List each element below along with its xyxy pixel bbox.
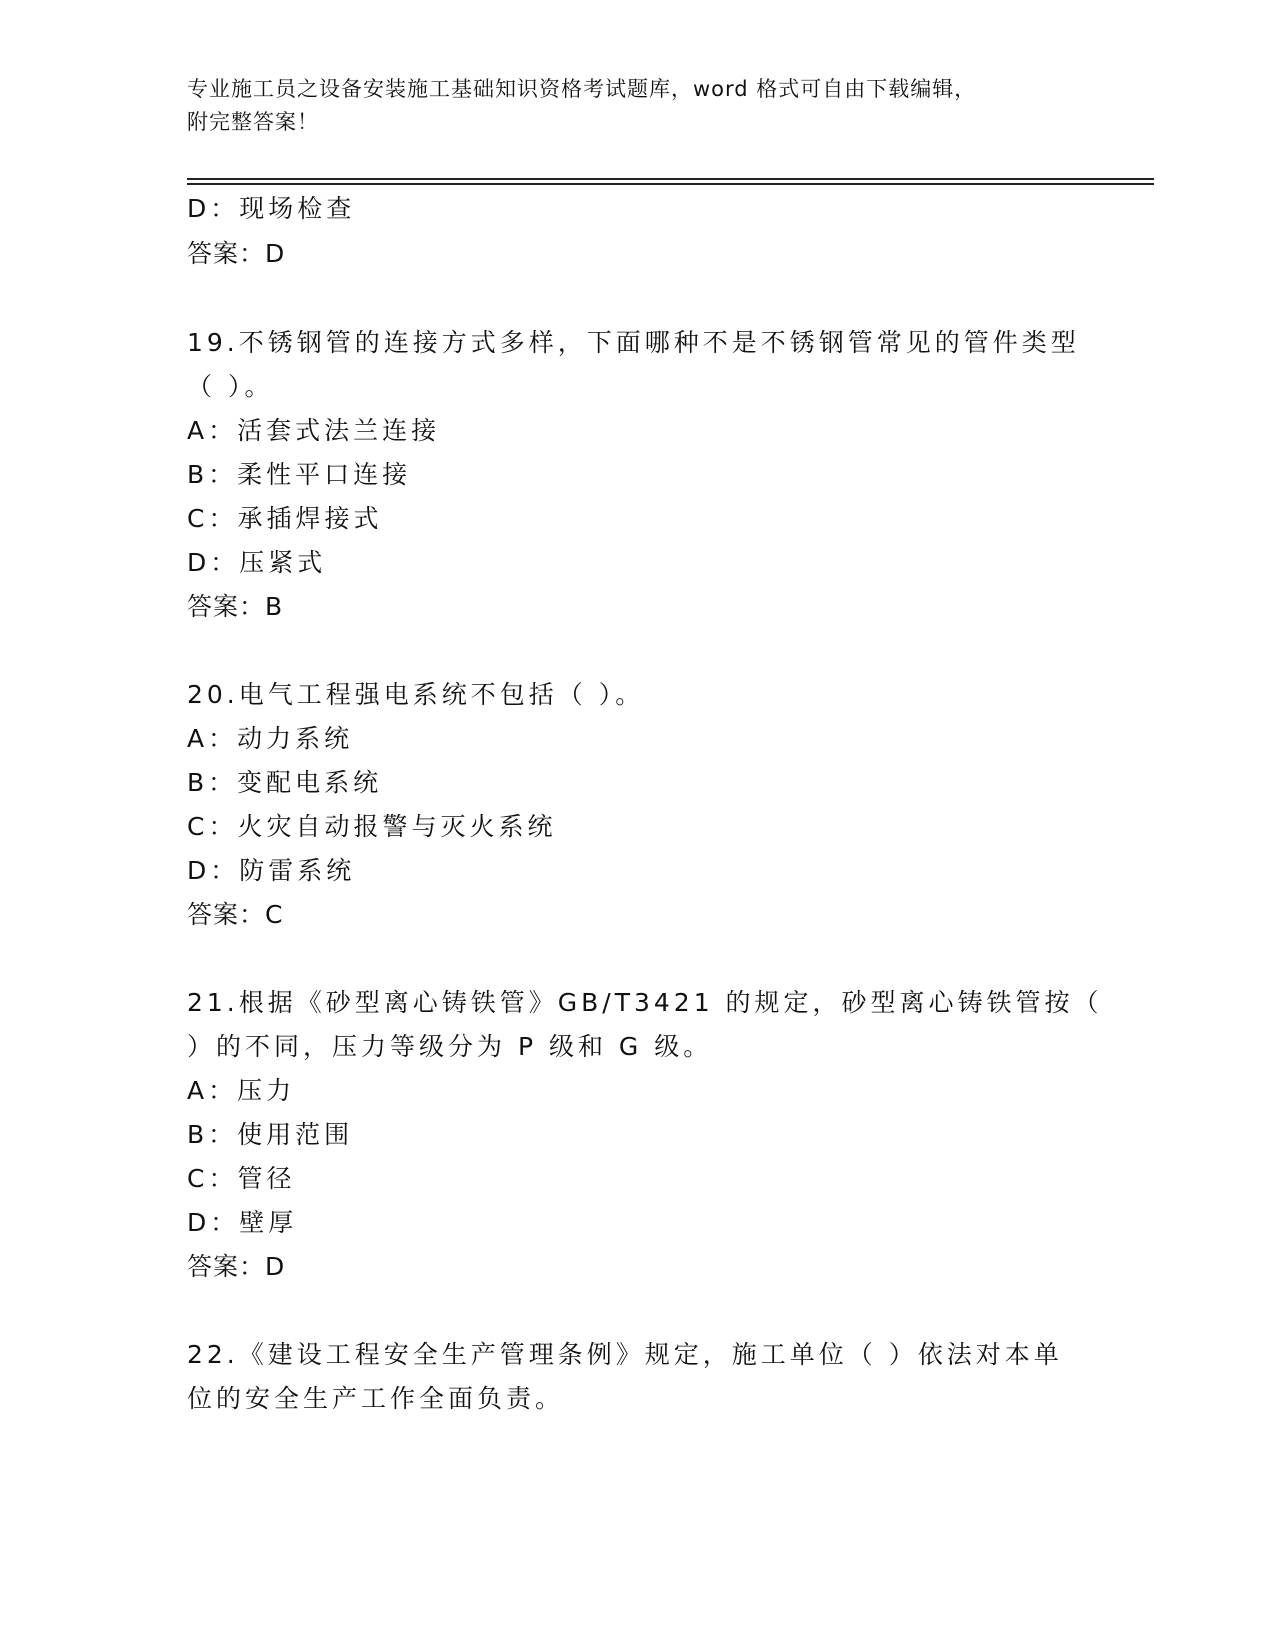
q20-option-c: C：火灾自动报警与灭火系统 [187, 812, 557, 841]
q20-stem-line-1: 20.电气工程强电系统不包括（ ）。 [187, 680, 645, 709]
q19-option-b: B：柔性平口连接 [187, 460, 412, 489]
q19-option-c: C：承插焊接式 [187, 504, 383, 533]
q19-answer: 答案：B [187, 592, 284, 621]
header-line-1: 专业施工员之设备安装施工基础知识资格考试题库，word 格式可自由下载编辑， [187, 77, 977, 101]
q19-option-a: A：活套式法兰连接 [187, 416, 441, 445]
q21-stem-line-1: 21.根据《砂型离心铸铁管》GB/T3421 的规定，砂型离心铸铁管按（ [187, 988, 1103, 1017]
q21-answer: 答案：D [187, 1252, 286, 1281]
header-line-2: 附完整答案！ [187, 110, 319, 134]
q20-answer: 答案：C [187, 900, 284, 929]
q20-option-d: D：防雷系统 [187, 856, 356, 885]
q22-stem-line-2: 位的安全生产工作全面负责。 [187, 1384, 565, 1413]
q19-option-d: D：压紧式 [187, 548, 327, 577]
q21-option-b: B：使用范围 [187, 1120, 354, 1149]
header-rule-bottom [187, 183, 1154, 185]
header-rule-top [187, 178, 1154, 180]
q21-stem-line-2: ）的不同，压力等级分为 P 级和 G 级。 [187, 1032, 713, 1061]
q20-option-b: B：变配电系统 [187, 768, 383, 797]
q20-option-a: A：动力系统 [187, 724, 354, 753]
q19-stem-line-2: （ ）。 [187, 372, 274, 401]
prev-option-d: D：现场检查 [187, 194, 356, 223]
q21-option-a: A：压力 [187, 1076, 296, 1105]
prev-answer: 答案：D [187, 239, 286, 268]
q22-stem-line-1: 22.《建设工程安全生产管理条例》规定，施工单位（ ）依法对本单 [187, 1340, 1063, 1369]
document-header [187, 73, 1087, 139]
q19-stem-line-1: 19.不锈钢管的连接方式多样，下面哪种不是不锈钢管常见的管件类型 [187, 328, 1080, 357]
q21-option-d: D：壁厚 [187, 1208, 298, 1237]
q21-option-c: C：管径 [187, 1164, 296, 1193]
